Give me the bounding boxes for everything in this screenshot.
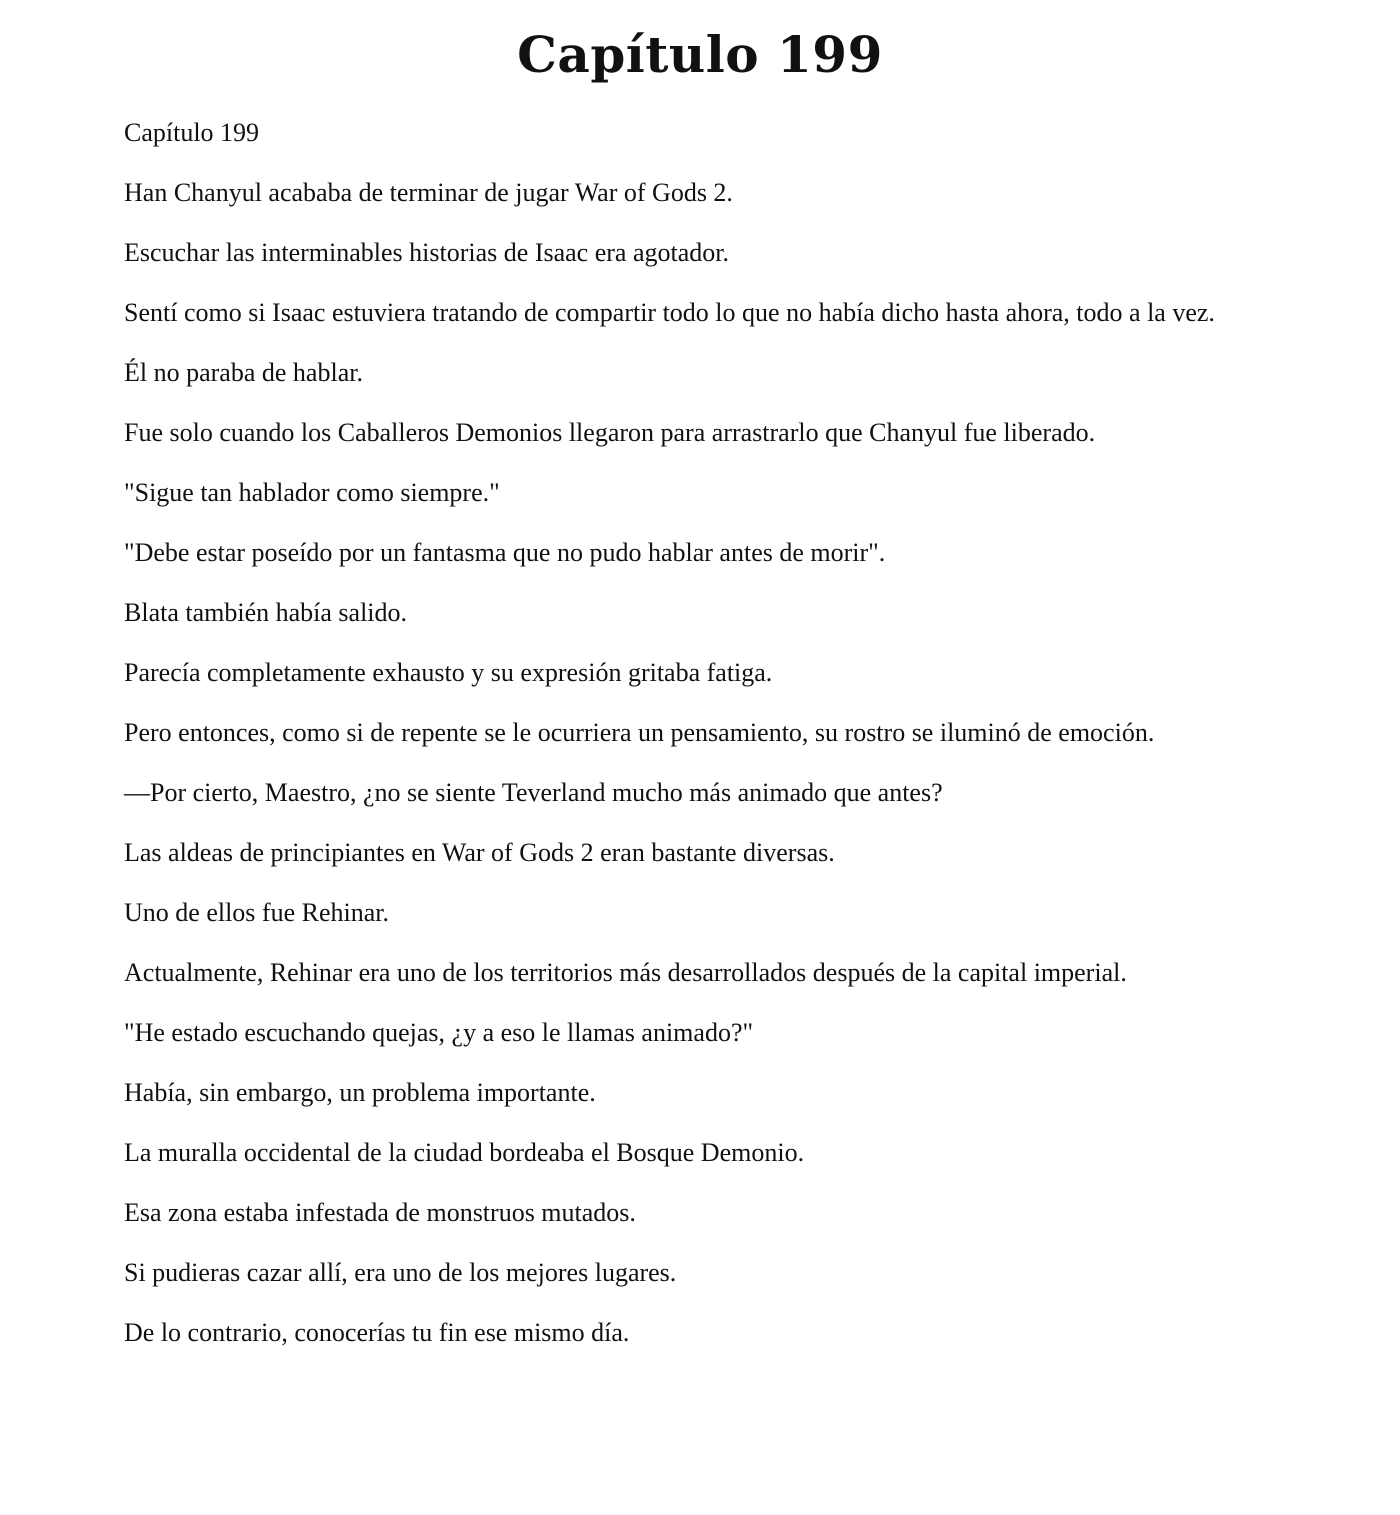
chapter-title: Capítulo 199 [517, 25, 883, 84]
paragraph: Fue solo cuando los Caballeros Demonios llegaron para arrastrarlo que Chanyul fue liberado. [124, 418, 1096, 447]
paragraph: —Por cierto, Maestro, ¿no se siente Teverland mucho más animado que antes? [124, 778, 943, 807]
paragraph: De lo contrario, conocerías tu fin ese mismo día. [124, 1318, 630, 1347]
paragraph: Escuchar las interminables historias de Isaac era agotador. [124, 238, 729, 267]
paragraph: La muralla occidental de la ciudad bordeaba el Bosque Demonio. [124, 1138, 805, 1167]
paragraph: Han Chanyul acababa de terminar de jugar War of Gods 2. [124, 178, 733, 207]
paragraph: Blata también había salido. [124, 598, 408, 627]
paragraph: Había, sin embargo, un problema importante. [124, 1078, 596, 1107]
paragraph: "Sigue tan hablador como siempre." [124, 478, 500, 507]
paragraph: Esa zona estaba infestada de monstruos mutados. [124, 1198, 636, 1227]
paragraph: Capítulo 199 [124, 118, 260, 147]
paragraph: Uno de ellos fue Rehinar. [124, 898, 389, 927]
paragraph: Si pudieras cazar allí, era uno de los mejores lugares. [124, 1258, 677, 1287]
paragraph: Pero entonces, como si de repente se le ocurriera un pensamiento, su rostro se iluminó de emoción. [124, 718, 1155, 747]
paragraph: Parecía completamente exhausto y su expresión gritaba fatiga. [124, 658, 773, 687]
paragraph: Las aldeas de principiantes en War of Gods 2 eran bastante diversas. [124, 838, 835, 867]
paragraph: Él no paraba de hablar. [124, 358, 363, 387]
paragraph: Actualmente, Rehinar era uno de los territorios más desarrollados después de la capital imperial. [124, 958, 1127, 987]
chapter-body [124, 116, 1276, 1349]
paragraph: "Debe estar poseído por un fantasma que no pudo hablar antes de morir". [124, 538, 886, 567]
paragraph: Sentí como si Isaac estuviera tratando de compartir todo lo que no había dicho hasta ahora, todo a la vez. [124, 298, 1215, 327]
paragraph: "He estado escuchando quejas, ¿y a eso le llamas animado?" [124, 1018, 754, 1047]
